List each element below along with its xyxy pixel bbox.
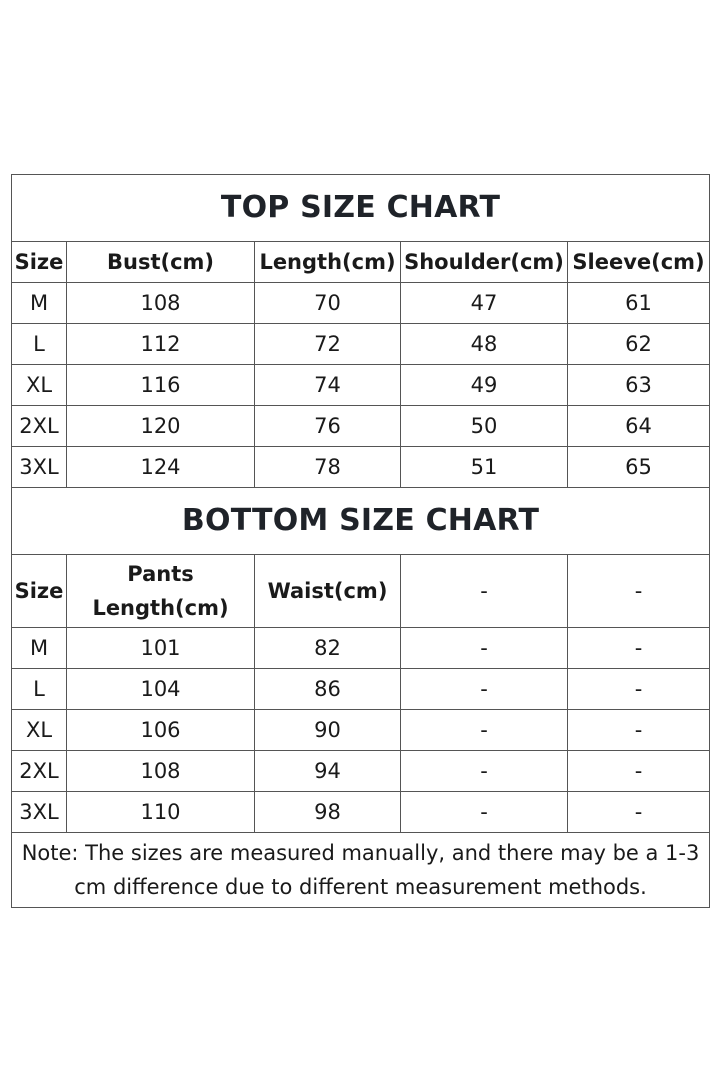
table-row [12, 628, 710, 669]
size-cell: M [12, 283, 67, 324]
table-row [12, 365, 710, 406]
empty-cell: - [568, 751, 710, 792]
waist-cell: 98 [255, 792, 401, 833]
sleeve-cell: 63 [568, 365, 710, 406]
table-row [12, 283, 710, 324]
shoulder-cell: 51 [401, 447, 568, 488]
table-row [12, 669, 710, 710]
bust-cell: 108 [67, 283, 255, 324]
table-row [12, 792, 710, 833]
table-row [12, 751, 710, 792]
bottom-header-row [12, 555, 710, 628]
empty-cell: - [568, 792, 710, 833]
size-chart-table [11, 174, 710, 908]
empty-cell: - [401, 792, 568, 833]
top-size-chart-title: TOP SIZE CHART [12, 175, 710, 242]
size-cell: 3XL [12, 792, 67, 833]
top-header-shoulder: Shoulder(cm) [401, 242, 568, 283]
pants-length-cell: 108 [67, 751, 255, 792]
length-cell: 70 [255, 283, 401, 324]
bottom-size-chart-title: BOTTOM SIZE CHART [12, 488, 710, 555]
pants-length-cell: 101 [67, 628, 255, 669]
size-cell: 3XL [12, 447, 67, 488]
table-row [12, 447, 710, 488]
empty-cell: - [568, 669, 710, 710]
size-cell: L [12, 669, 67, 710]
sleeve-cell: 61 [568, 283, 710, 324]
empty-cell: - [401, 710, 568, 751]
size-cell: L [12, 324, 67, 365]
waist-cell: 82 [255, 628, 401, 669]
bottom-header-pants-length: Pants Length(cm) [67, 555, 255, 628]
size-cell: 2XL [12, 406, 67, 447]
empty-cell: - [401, 669, 568, 710]
bust-cell: 116 [67, 365, 255, 406]
empty-cell: - [401, 751, 568, 792]
shoulder-cell: 49 [401, 365, 568, 406]
shoulder-cell: 50 [401, 406, 568, 447]
size-cell: XL [12, 365, 67, 406]
size-cell: 2XL [12, 751, 67, 792]
length-cell: 78 [255, 447, 401, 488]
waist-cell: 94 [255, 751, 401, 792]
empty-cell: - [568, 710, 710, 751]
bottom-header-empty: - [401, 555, 568, 628]
bust-cell: 112 [67, 324, 255, 365]
measurement-note: Note: The sizes are measured manually, and there may be a 1-3 cm difference due to different measurement methods. [12, 833, 710, 908]
pants-length-cell: 104 [67, 669, 255, 710]
empty-cell: - [401, 628, 568, 669]
sleeve-cell: 65 [568, 447, 710, 488]
bust-cell: 120 [67, 406, 255, 447]
pants-length-cell: 110 [67, 792, 255, 833]
top-header-row [12, 242, 710, 283]
size-cell: M [12, 628, 67, 669]
table-row [12, 406, 710, 447]
bottom-header-size: Size [12, 555, 67, 628]
length-cell: 76 [255, 406, 401, 447]
top-header-size: Size [12, 242, 67, 283]
bust-cell: 124 [67, 447, 255, 488]
waist-cell: 86 [255, 669, 401, 710]
table-row [12, 710, 710, 751]
sleeve-cell: 64 [568, 406, 710, 447]
waist-cell: 90 [255, 710, 401, 751]
length-cell: 72 [255, 324, 401, 365]
shoulder-cell: 48 [401, 324, 568, 365]
bottom-header-waist: Waist(cm) [255, 555, 401, 628]
length-cell: 74 [255, 365, 401, 406]
bottom-header-empty: - [568, 555, 710, 628]
empty-cell: - [568, 628, 710, 669]
table-row [12, 324, 710, 365]
sleeve-cell: 62 [568, 324, 710, 365]
top-header-bust: Bust(cm) [67, 242, 255, 283]
pants-length-cell: 106 [67, 710, 255, 751]
shoulder-cell: 47 [401, 283, 568, 324]
top-header-sleeve: Sleeve(cm) [568, 242, 710, 283]
size-cell: XL [12, 710, 67, 751]
top-header-length: Length(cm) [255, 242, 401, 283]
